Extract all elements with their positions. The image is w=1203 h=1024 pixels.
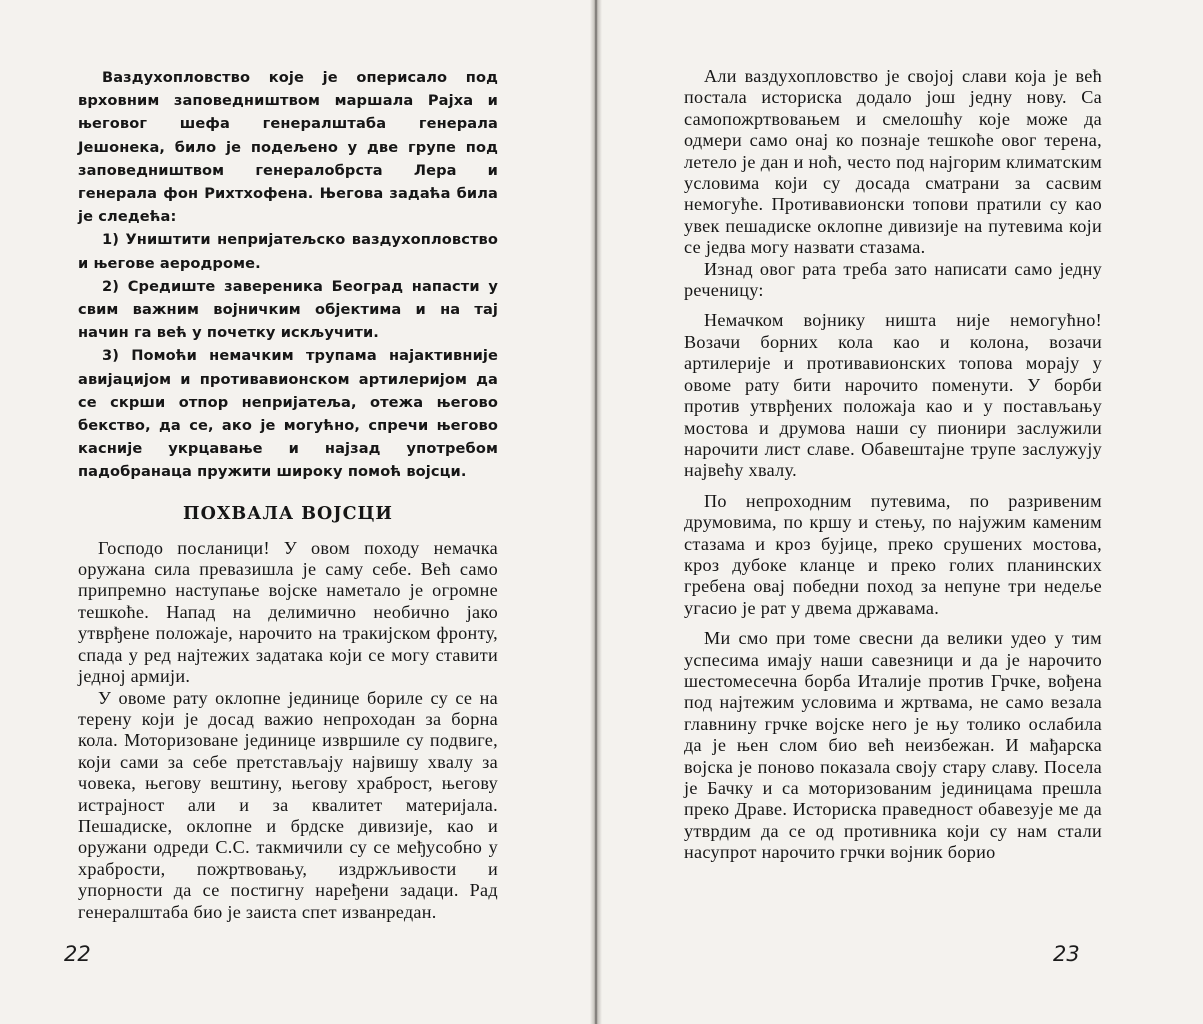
body-paragraph: Али ваздухопловство је својој слави која је већ постала историска додало још једну нову. Са самопожртвовањем и смелошћу које може да одмери само онај ко познаје тешкоће овог терена, летело је дан и ноћ, често под најгорим климатским условима који су досада сматрани за сасвим немогуће. Противавионски топови пратили су као увек пешадиске оклопне дивизије на путевима који се једва могу назвати стазама. [684, 66, 1102, 258]
left-page [0, 0, 595, 1024]
intro-block [78, 66, 498, 484]
section-heading: ПОХВАЛА ВОЈСЦИ [183, 503, 393, 524]
right-page [598, 0, 1203, 1024]
body-paragraph: Изнад овог рата треба зато написати само једну реченицу: [684, 258, 1102, 301]
body-paragraph: Господо посланици! У овом походу немачка оружана сила превазишла је саму себе. Већ само припремно наступање војске наметало је огромне тешкоће. Напад на делимично необично јако утврђене положаје, нарочито на тракиjском фронту, спада у ред најтежих задатака који се могу ставити једној армији. [78, 537, 498, 687]
page-number: 23 [1053, 942, 1080, 966]
body-paragraph: По непроходним путевима, по разривеним друмовима, по кршу и стењу, по најужим каменим стазама и кроз бујице, преко срушених мостова, кроз дубоке кланце и преко голих планинских гребена овај победни поход за непуне три недеље угасио је рат у двема државама. [684, 490, 1102, 618]
left-body [78, 538, 498, 923]
task-item-1: 1) Уништити непријатељско ваздухопловство и његове аеродроме. [78, 231, 498, 272]
task-item-2: 2) Средиште завереника Београд напасти у свим важним војничким објектима и на тај начин га већ у почетку искључити. [78, 277, 498, 342]
left-text-column [78, 66, 498, 923]
intro-paragraph: Ваздухопловство које је оперисало под врховним заповедништвом маршала Рајха и његовог шефа генералштаба генерала Јешонека, било је подељено у две групе под заповедништвом генералобрста Лера и генерала фон Рихтхофена. Његова задаћа била је следећа: [78, 69, 498, 226]
right-text-column [684, 66, 1102, 864]
page-number: 22 [64, 942, 91, 966]
body-paragraph: Немачком војнику ништа није немогућно! Возачи борних кола као и колона, возачи артилерије и противавионских топова морају у овоме рату бити нарочито поменути. У борби против утврђених положаја као и у постављању мостова и друмова наши су пионири заслужили нарочити лист славе. Обавештајне трупе заслужују највећу хвалу. [684, 310, 1102, 481]
task-item-3: 3) Помоћи немачким трупама најактивније авијацијом и противавионском артилеријом да се скрши отпор непријатеља, отежа његово бекство, да се, ако је могућно, спречи његово касније укрцавање и најзад употребом падобранаца пружити широку помоћ војсци. [78, 347, 498, 481]
body-paragraph: Ми смо при томе свесни да велики удео у тим успесима имају наши савезници и да је нарочито шестомесечна борба Италије против Грчке, вођена под најтежим условима и жртвама, не само везала главнину грчке војске него је њу толико ослабила да је њен слом био већ неизбежан. И мађарска војска је поново показала своју стару славу. Посела је Бачку и са моторизованим јединицама прешла преко Драве. Историска праведност обавезује ме да утврдим да се од противника који су нам стали насупрот нарочито грчки војник борио [684, 628, 1102, 863]
body-paragraph: У овоме рату оклопне јединице бориле су се на терену који је досад важио непроходан за борна кола. Моторизоване јединице извршиле су подвиге, који сами за себе претстављају највишу хвалу за човека, његову вештину, његову храброст, његову истрајност али и за квалитет материјала. Пешадиске, оклопне и брдске дивизије, као и оружани одреди С.С. такмичили су се међусобно у храбрости, пожртвовању, издржљивости и упорности да се постигну наређени задаци. Рад генералштаба био је заиста спет изванредан. [78, 687, 498, 922]
